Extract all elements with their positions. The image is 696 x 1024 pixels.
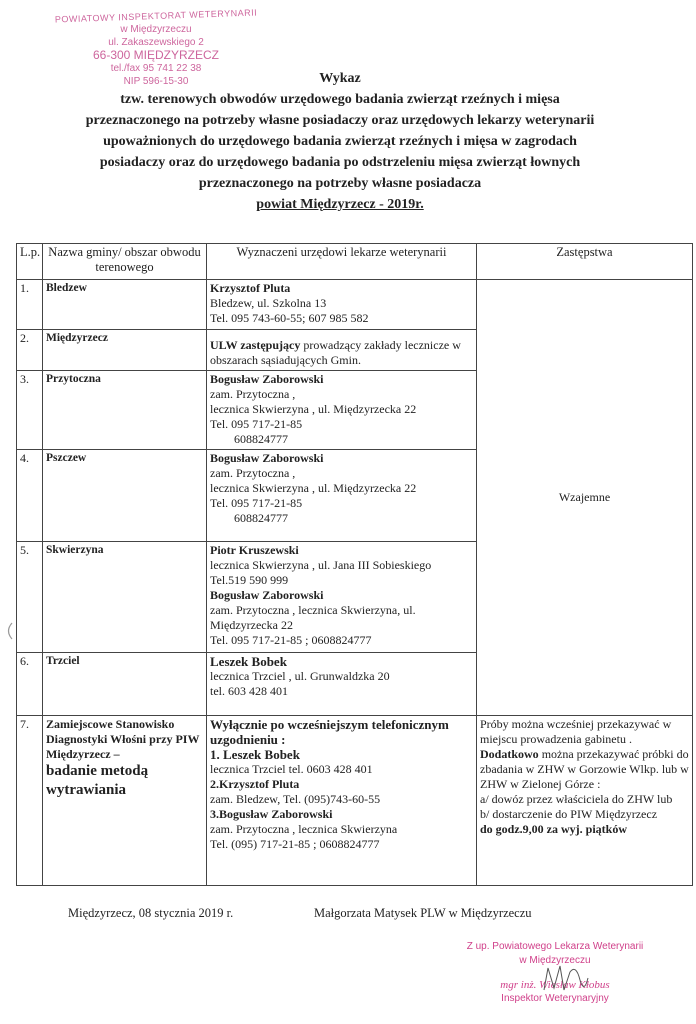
substitution-value: Wzajemne (558, 490, 611, 504)
vet-cell (207, 280, 477, 330)
vet-phone: Tel. 095 743-60-55; 607 985 582 (210, 311, 369, 325)
vet-clinic: lecznica Skwierzyna , ul. Międzyrzecka 22 (210, 481, 417, 495)
stamp-line: NIP 596-15-30 (123, 76, 189, 87)
row-number: 4. (17, 450, 43, 542)
vet-clinic: zam. Przytoczna , lecznica Skwierzyna, ul. Międzyrzecka 22 (210, 603, 416, 632)
vet-role-desc: prowadzący zakłady lecznicze w obszarach sąsiadujących Gmin. (210, 338, 461, 367)
row-number: 3. (17, 371, 43, 450)
note-line: b/ dostarczenie do PIW Międzyrzecz (480, 807, 658, 821)
title-line: przeznaczonego na potrzeby własne posiadaczy oraz urzędowych lekarzy weterynarii (85, 113, 595, 128)
vet-address: zam. Przytoczna , (210, 466, 296, 480)
table-row (17, 716, 693, 886)
signature-line: w Międzyrzeczu (519, 955, 591, 966)
substitution-notes-cell (477, 716, 693, 886)
handwritten-signature-icon (540, 960, 590, 1000)
vet-mobile: 608824777 (234, 432, 288, 446)
header-vets: Wyznaczeni urzędowi lekarze weterynarii (207, 244, 477, 280)
vet-address: Bledzew, ul. Szkolna 13 (210, 296, 327, 310)
vet-districts-table (16, 243, 693, 886)
vet-mobile: 608824777 (234, 511, 288, 525)
test-method: badanie metodą wytrawiania (46, 763, 149, 798)
row-number: 5. (17, 542, 43, 653)
vet-cell (207, 371, 477, 450)
vet-phone: tel. 603 428 401 (210, 684, 288, 698)
vet-role: ULW zastępujący (210, 338, 301, 352)
vet-clinic: lecznica Trzciel , ul. Grunwaldzka 20 (210, 669, 390, 683)
vet-note: Wyłącznie po wcześniejszym telefonicznym uzgodnieniu : (210, 717, 449, 747)
note-line: Próby można wcześniej przekazywać w miejscu prowadzenia gabinetu . (480, 717, 672, 746)
signature-line: Z up. Powiatowego Lekarza Weterynarii (466, 941, 644, 952)
vet-phone: lecznica Trzciel tel. 0603 428 401 (210, 762, 373, 776)
vet-name: Piotr Kruszewski (210, 543, 299, 557)
vet-clinic: zam. Przytoczna , lecznica Skwierzyna (210, 822, 398, 836)
title-line: tzw. terenowych obwodów urzędowego badania zwierząt rzeźnych i mięsa (120, 92, 560, 107)
note-line: a/ dowóz przez właściciela do ZHW lub (480, 792, 673, 806)
district-name: Skwierzyna (43, 542, 207, 653)
header-lp: L.p. (17, 244, 43, 280)
note-line: można przekazywać próbki do zbadania w ZHW w Gorzowie Wlkp. lub w ZHW w Zielonej Górze : (480, 747, 689, 791)
vet-name: 3.Bogusław Zaborowski (210, 807, 333, 821)
vet-phone: Tel. 095 717-21-85 (210, 417, 303, 431)
row-number: 1. (17, 280, 43, 330)
vet-name: Bogusław Zaborowski (210, 451, 324, 465)
vet-name: 1. Leszek Bobek (210, 747, 300, 762)
vet-cell (207, 653, 477, 716)
footer-date: Międzyrzecz, 08 stycznia 2019 r. (68, 906, 234, 920)
vet-name: Bogusław Zaborowski (210, 588, 324, 602)
table-header-row (17, 244, 693, 280)
stamp-line: w Międzyrzeczu (120, 24, 192, 35)
signature-title: Inspektor Weterynaryjny (501, 993, 609, 1004)
note-deadline: do godz.9,00 za wyj. piątków (480, 822, 628, 836)
table-row (17, 280, 693, 330)
district-name: Międzyrzecz (43, 330, 207, 371)
vet-cell (207, 450, 477, 542)
vet-name: Leszek Bobek (210, 654, 287, 669)
note-bold: Dodatkowo (480, 747, 539, 761)
vet-name: Krzysztof Pluta (210, 281, 291, 295)
vet-clinic: lecznica Skwierzyna , ul. Jana III Sobieskiego (210, 558, 432, 572)
signature-name: mgr inż. Wiesław Kłobus (500, 979, 610, 991)
document-title (60, 68, 620, 215)
header-name: Nazwa gminy/ obszar obwodu terenowego (43, 244, 207, 280)
vet-clinic: lecznica Skwierzyna , ul. Międzyrzecka 22 (210, 402, 417, 416)
district-name: Pszczew (43, 450, 207, 542)
vet-phone: zam. Bledzew, Tel. (095)743-60-55 (210, 792, 381, 806)
header-substitutions: Zastępstwa (477, 244, 693, 280)
title-district: powiat Międzyrzecz - 2019r. (256, 197, 424, 212)
title-line: przeznaczonego na potrzeby własne posiadacza (198, 176, 482, 191)
row-number: 7. (17, 716, 43, 886)
vet-phone: Tel. 095 717-21-85 (210, 496, 303, 510)
district-name: Przytoczna (43, 371, 207, 450)
vet-phone: Tel.519 590 999 (210, 573, 289, 587)
stamp-line: 66-300 MIĘDZYRZECZ (92, 48, 220, 62)
vet-phone: Tel. (095) 717-21-85 ; 0608824777 (210, 837, 380, 851)
title-line: posiadaczy oraz do urzędowego badania po odstrzeleniu mięsa zwierząt łownych (99, 155, 581, 170)
vet-cell (207, 542, 477, 653)
district-name: Trzciel (43, 653, 207, 716)
vet-phone: Tel. 095 717-21-85 ; 0608824777 (210, 633, 372, 647)
district-name: Zamiejscowe Stanowisko Diagnostyki Włośni przy PIW Międzyrzecz – (46, 717, 200, 761)
vet-address: zam. Przytoczna , (210, 387, 296, 401)
vet-cell (207, 330, 477, 371)
title-line: upoważnionych do urzędowego badania zwierząt rzeźnych i mięsa w zagrodach (103, 134, 577, 149)
district-name-cell (43, 716, 207, 886)
title-line: Wykaz (319, 71, 361, 86)
stamp-line: POWIATOWY INSPEKTORAT WETERYNARII (54, 7, 258, 25)
footer-author: Małgorzata Matysek PLW w Międzyrzeczu (314, 906, 532, 920)
vet-name: 2.Krzysztof Pluta (210, 777, 300, 791)
stamp-line: ul. Zakaszewskiego 2 (108, 37, 204, 48)
stamp-line: tel./fax 95 741 22 38 (110, 63, 202, 74)
substitution-cell (477, 280, 693, 716)
pencil-mark-icon (4, 622, 14, 640)
row-number: 6. (17, 653, 43, 716)
vet-name: Bogusław Zaborowski (210, 372, 324, 386)
district-name: Bledzew (43, 280, 207, 330)
vet-cell (207, 716, 477, 886)
row-number: 2. (17, 330, 43, 371)
